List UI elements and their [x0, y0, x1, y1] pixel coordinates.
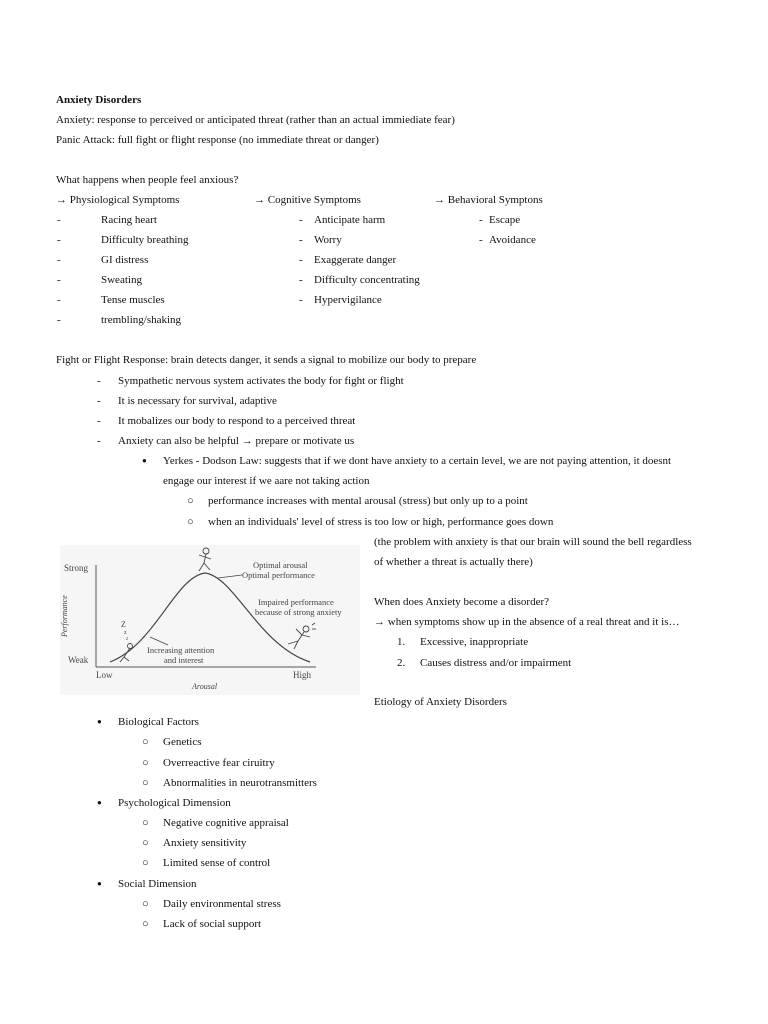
physiological-item: Sweating [101, 274, 142, 286]
cognitive-item: Exaggerate danger [314, 254, 397, 266]
dash-bullet: - [299, 214, 303, 226]
factor-title: Social Dimension [118, 878, 197, 890]
dash-bullet: - [57, 254, 61, 266]
fight-flight-item: Anxiety can also be helpful → prepare or motivate us [118, 435, 355, 447]
circle-bullet: ○ [187, 495, 194, 507]
circle-bullet: ○ [142, 736, 149, 748]
cognitive-item: Hypervigilance [314, 294, 382, 306]
dash-bullet: - [97, 435, 101, 447]
fight-flight-item: Sympathetic nervous system activates the body for fight or flight [118, 375, 404, 387]
factor-item: Daily environmental stress [163, 898, 281, 910]
sleep-z-label: Z [121, 620, 126, 629]
optimal-label-2: Optimal performance [242, 570, 315, 580]
physiological-item: Tense muscles [101, 294, 165, 306]
factor-item: Anxiety sensitivity [163, 837, 247, 849]
physiological-item: trembling/shaking [101, 314, 182, 326]
dash-bullet: - [57, 234, 61, 246]
behavioral-item: Escape [489, 214, 521, 226]
dot-bullet: ● [97, 717, 102, 726]
fight-flight-item: It is necessary for survival, adaptive [118, 395, 277, 407]
etiology-heading: Etiology of Anxiety Disorders [374, 696, 507, 708]
optimal-stick-figure [199, 548, 211, 571]
page-title: Anxiety Disorders [56, 94, 142, 106]
optimal-label-1: Optimal arousal [253, 560, 308, 570]
panic-definition: Panic Attack: full fight or flight response (no immediate threat or danger) [56, 134, 379, 146]
circle-bullet: ○ [142, 918, 149, 930]
dot-bullet: ● [97, 798, 102, 807]
anxious-stick-figure [288, 623, 316, 649]
dot-bullet: ● [97, 879, 102, 888]
yerkes-line-2: engage our interest if we aare not taking action [163, 475, 370, 487]
behavioral-heading: → Behavioral Symptons [434, 194, 543, 206]
fight-flight-intro: Fight or Flight Response: brain detects danger, it sends a signal to mobilize our body to prepare [56, 354, 477, 366]
factor-item: Negative cognitive appraisal [163, 817, 289, 829]
optimal-arrow [218, 575, 242, 578]
x-axis-label: Arousal [192, 682, 218, 691]
criterion-number: 1. [397, 636, 406, 648]
cognitive-item: Difficulty concentrating [314, 274, 420, 286]
dash-bullet: - [299, 234, 303, 246]
bell-note-1: (the problem with anxiety is that our brain will sound the bell regardless [374, 536, 692, 548]
factor-item: Genetics [163, 736, 202, 748]
yerkes-sub-item: when an individuals' level of stress is too low or high, performance goes down [208, 516, 554, 528]
increasing-label-1: Increasing attention [147, 645, 215, 655]
cognitive-item: Worry [314, 234, 342, 246]
disorder-answer: → when symptoms show up in the absence of a real threat and it is… [374, 616, 680, 628]
dot-bullet: ● [142, 456, 147, 465]
circle-bullet: ○ [142, 817, 149, 829]
physiological-heading: → Physiological Symptoms [56, 194, 180, 206]
circle-bullet: ○ [142, 837, 149, 849]
circle-bullet: ○ [142, 898, 149, 910]
criterion-number: 2. [397, 657, 406, 669]
sleep-z-tiny: z [126, 637, 129, 642]
dash-bullet: - [299, 294, 303, 306]
yerkes-sub-item: performance increases with mental arousal (stress) but only up to a point [208, 495, 528, 507]
criterion-text: Excessive, inappropriate [420, 636, 529, 648]
bell-note-2: of whether a threat is actually there) [374, 556, 533, 568]
cognitive-item: Anticipate harm [314, 214, 386, 226]
impaired-label-2: because of strong anxiety [255, 607, 342, 617]
dash-bullet: - [299, 274, 303, 286]
question-heading: What happens when people feel anxious? [56, 174, 239, 186]
factor-item: Overreactive fear ciruitry [163, 757, 275, 769]
disorder-question: When does Anxiety become a disorder? [374, 596, 550, 608]
yerkes-line-1: Yerkes - Dodson Law: suggests that if we dont have anxiety to a certain level, we are not paying attention, it doesnt [163, 455, 672, 467]
criterion-text: Causes distress and/or impairment [420, 657, 572, 669]
circle-bullet: ○ [142, 857, 149, 869]
factor-title: Psychological Dimension [118, 797, 231, 809]
factor-item: Limited sense of control [163, 857, 271, 869]
circle-bullet: ○ [187, 516, 194, 528]
circle-bullet: ○ [142, 757, 149, 769]
sleep-z-small: z [124, 630, 127, 636]
dash-bullet: - [97, 395, 101, 407]
y-axis-label: Performance [60, 595, 69, 637]
circle-bullet: ○ [142, 777, 149, 789]
fight-flight-item: It mobalizes our body to respond to a perceived threat [118, 415, 356, 427]
factor-item: Lack of social support [163, 918, 262, 930]
physiological-item: GI distress [101, 254, 149, 266]
increasing-arrow [150, 637, 168, 645]
dash-bullet: - [57, 294, 61, 306]
dash-bullet: - [479, 234, 483, 246]
impaired-label-1: Impaired performance [258, 597, 334, 607]
dash-bullet: - [97, 375, 101, 387]
factor-item: Abnormalities in neurotransmitters [163, 777, 317, 789]
yerkes-dodson-figure [60, 545, 360, 695]
low-label: Low [96, 670, 113, 680]
dash-bullet: - [299, 254, 303, 266]
factor-title: Biological Factors [118, 716, 199, 728]
weak-label: Weak [68, 655, 89, 665]
anxiety-definition: Anxiety: response to perceived or anticipated threat (rather than an actual immiediate fear) [56, 114, 455, 126]
dash-bullet: - [57, 314, 61, 326]
high-label: High [293, 670, 311, 680]
physiological-item: Difficulty breathing [101, 234, 189, 246]
dash-bullet: - [57, 214, 61, 226]
dash-bullet: - [57, 274, 61, 286]
increasing-label-2: and interest [164, 655, 204, 665]
yerkes-dodson-diagram [60, 545, 360, 695]
strong-label: Strong [64, 563, 89, 573]
dash-bullet: - [479, 214, 483, 226]
cognitive-heading: → Cognitive Symptoms [254, 194, 361, 206]
behavioral-item: Avoidance [489, 234, 536, 246]
physiological-item: Racing heart [101, 214, 157, 226]
dash-bullet: - [97, 415, 101, 427]
